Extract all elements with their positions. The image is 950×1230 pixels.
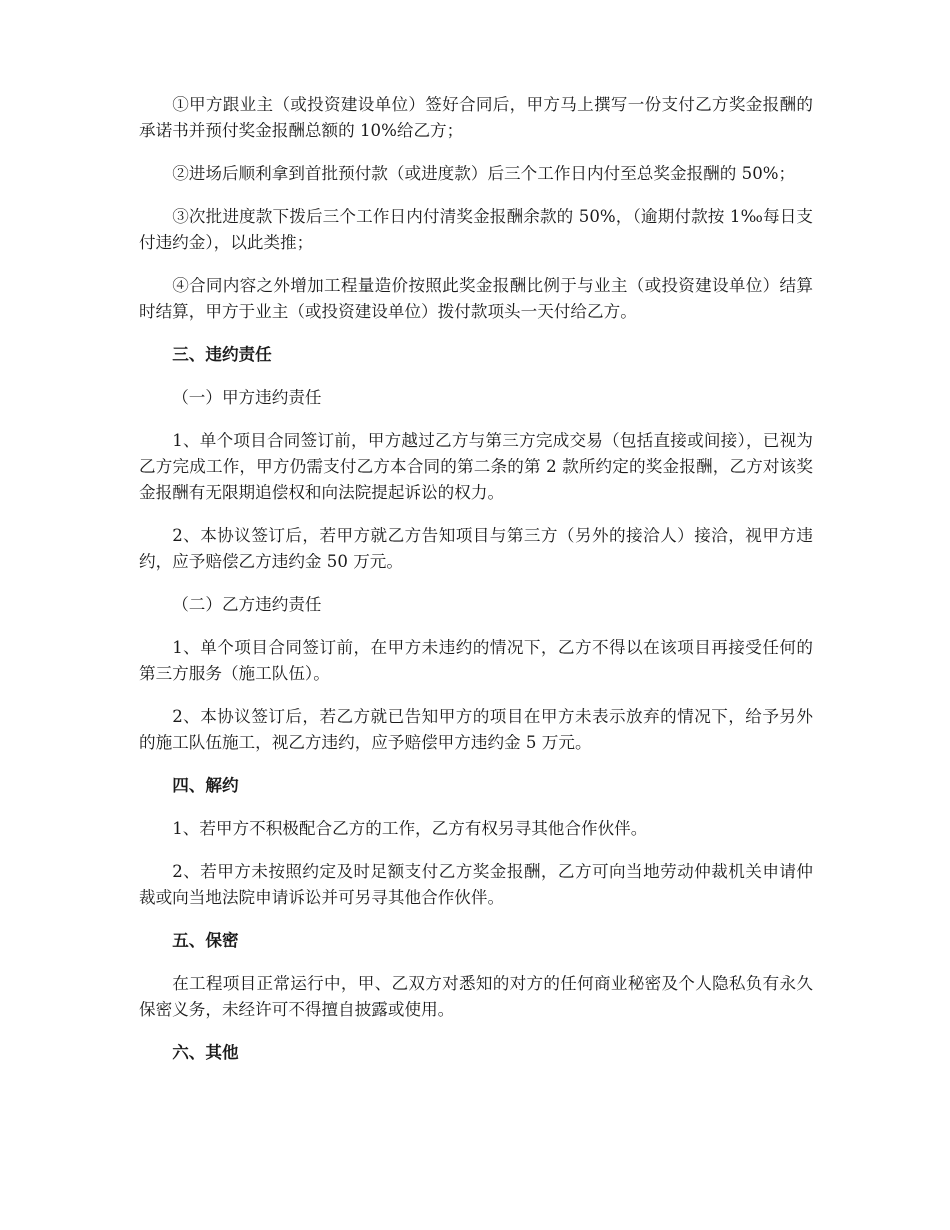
party-a-breach-clause-2: 2、本协议签订后，若甲方就乙方告知项目与第三方（另外的接洽人）接洽，视甲方违约，应予赔偿乙方违约金 50 万元。	[139, 526, 813, 571]
party-b-breach-clause-1: 1、单个项目合同签订前，在甲方未违约的情况下，乙方不得以在该项目再接受任何的第三方服务（施工队伍）。	[139, 638, 813, 683]
confidentiality-clause: 在工程项目正常运行中，甲、乙双方对悉知的对方的任何商业秘密及个人隐私负有永久保密义务，未经许可不得擅自披露或使用。	[139, 974, 813, 1019]
subheading-party-b-breach: （二）乙方违约责任	[172, 595, 322, 614]
payment-term-3: ③次批进度款下拨后三个工作日内付清奖金报酬余款的 50%，（逾期付款按 1‰每日支付违约金），以此类推；	[139, 207, 813, 252]
termination-clause-2: 2、若甲方未按照约定及时足额支付乙方奖金报酬，乙方可向当地劳动仲裁机关申请仲裁或向当地法院申请诉讼并可另寻其他合作伙伴。	[139, 862, 813, 907]
section-heading-confidentiality: 五、保密	[172, 931, 239, 950]
payment-term-2: ②进场后顺利拿到首批预付款（或进度款）后三个工作日内付至总奖金报酬的 50%；	[172, 164, 796, 183]
subheading-party-a-breach: （一）甲方违约责任	[172, 388, 322, 407]
document-body	[139, 92, 813, 1083]
party-b-breach-clause-2: 2、本协议签订后，若乙方就已告知甲方的项目在甲方未表示放弃的情况下，给予另外的施工队伍施工，视乙方违约，应予赔偿甲方违约金 5 万元。	[139, 707, 813, 752]
payment-term-1: ①甲方跟业主（或投资建设单位）签好合同后，甲方马上撰写一份支付乙方奖金报酬的承诺书并预付奖金报酬总额的 10%给乙方；	[139, 95, 813, 140]
party-a-breach-clause-1: 1、单个项目合同签订前，甲方越过乙方与第三方完成交易（包括直接或间接），已视为乙方完成工作，甲方仍需支付乙方本合同的第二条的第 2 款所约定的奖金报酬，乙方对该奖金报酬有无限期追偿权和向法院提起诉讼的权力。	[139, 431, 813, 502]
section-heading-termination: 四、解约	[172, 776, 239, 795]
termination-clause-1: 1、若甲方不积极配合乙方的工作，乙方有权另寻其他合作伙伴。	[172, 819, 648, 838]
section-heading-breach: 三、违约责任	[172, 345, 272, 364]
payment-term-4: ④合同内容之外增加工程量造价按照此奖金报酬比例于与业主（或投资建设单位）结算时结算，甲方于业主（或投资建设单位）拨付款项头一天付给乙方。	[139, 276, 813, 321]
section-heading-other: 六、其他	[172, 1043, 239, 1062]
